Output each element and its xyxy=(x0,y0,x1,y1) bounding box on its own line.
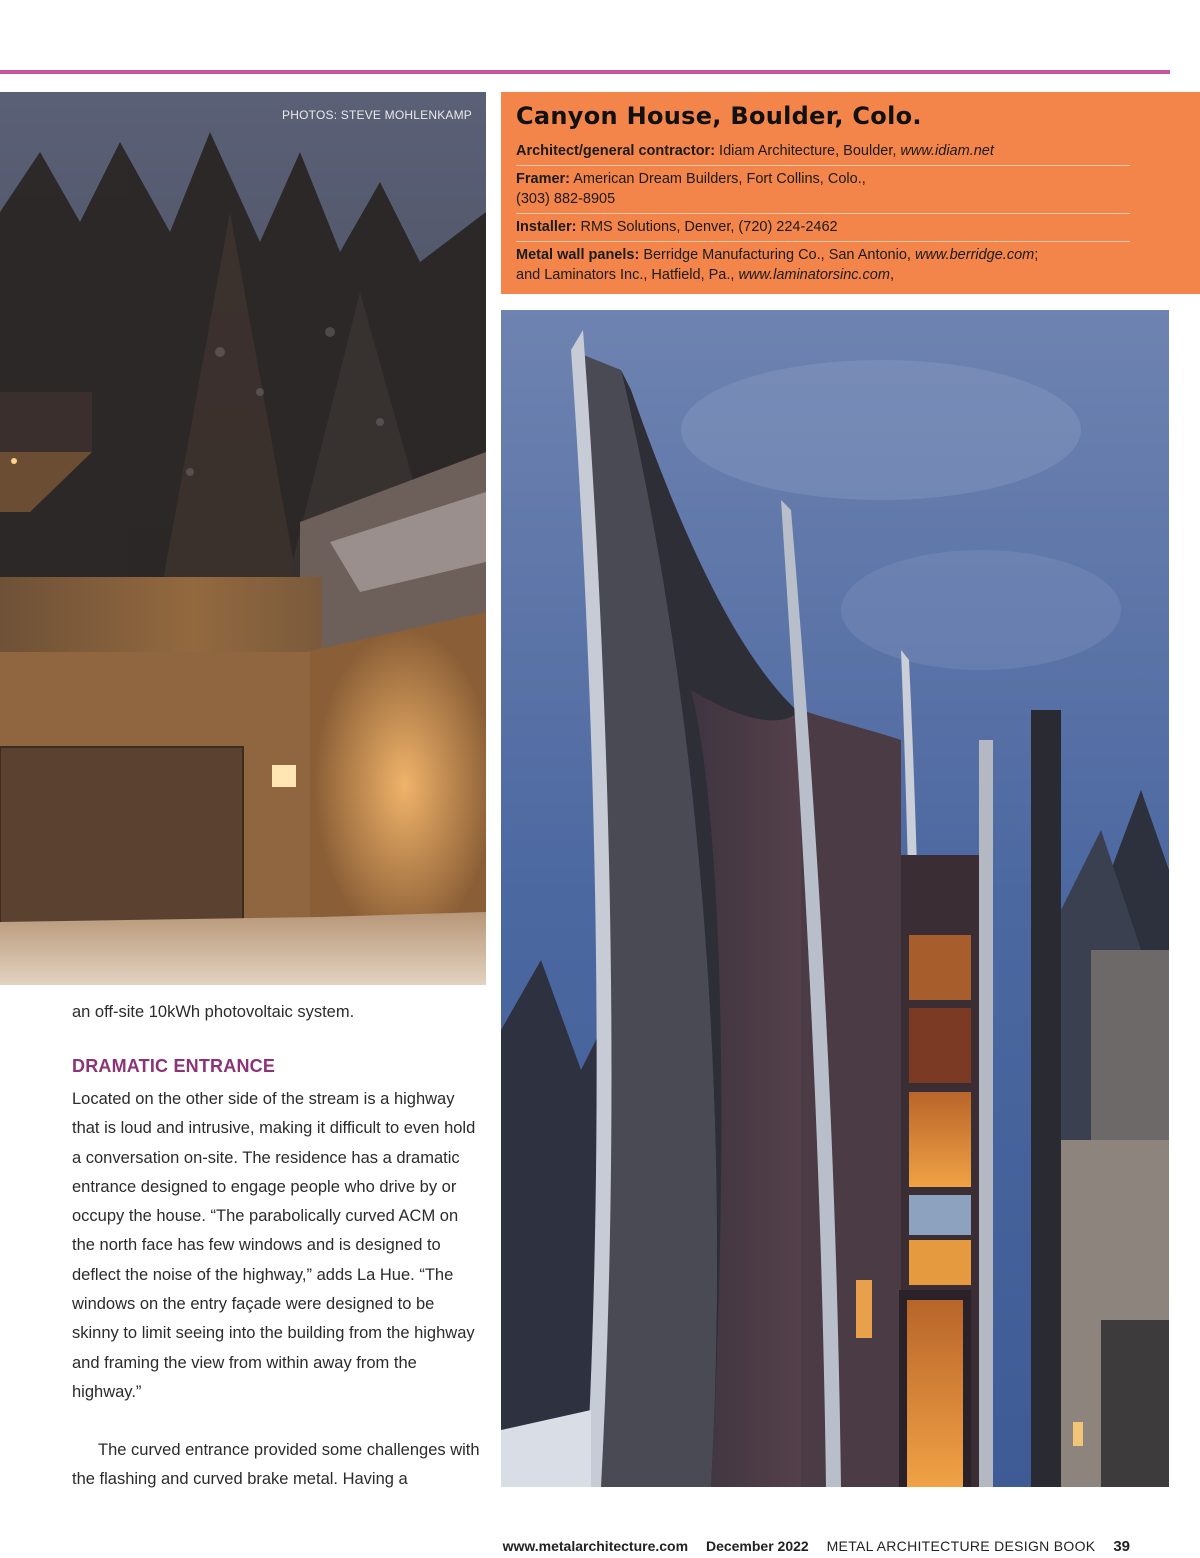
panels-text: Berridge Manufacturing Co., San Antonio, xyxy=(639,247,915,263)
panels-url-berridge[interactable]: www.berridge.com xyxy=(914,247,1035,263)
article-paragraph-1: Located on the other side of the stream is a highway that is loud and intrusive, making it difficult to even hold a conversation on-site. The residence has a dramatic entrance designed to engage people who drive by or occupy the house. “The parabolically curved ACM on the north face has few windows and is designed to deflect the noise of the highway,” adds La Hue. “The windows on the entry façade were designed to be skinny to limit seeing into the building from the highway and framing the view from within away from the highway.” xyxy=(72,1090,476,1401)
lead-line: an off-site 10kWh photovoltaic system. xyxy=(72,1003,355,1021)
garage-illustration xyxy=(0,92,486,985)
footer-url[interactable]: www.metalarchitecture.com xyxy=(502,1538,689,1554)
panels-tail: , xyxy=(889,267,894,283)
panels-url-laminators[interactable]: www.laminatorsinc.com xyxy=(738,267,890,283)
page-number: 39 xyxy=(1113,1538,1130,1555)
page-footer xyxy=(489,1538,1130,1555)
section-subhead: DRAMATIC ENTRANCE xyxy=(72,1056,276,1076)
article-paragraph-2: The curved entrance provided some challenges with the flashing and curved brake metal. Having a xyxy=(72,1441,480,1489)
facade-illustration xyxy=(501,310,1169,1487)
top-rule xyxy=(0,70,1170,74)
architect-url[interactable]: www.idiam.net xyxy=(900,143,994,159)
sidebar-row-installer xyxy=(516,214,1130,242)
garage-photo xyxy=(0,92,486,985)
footer-publication: METAL ARCHITECTURE DESIGN BOOK xyxy=(826,1538,1096,1554)
photo-credit: PHOTOS: STEVE MOHLENKAMP xyxy=(282,108,472,122)
framer-phone: (303) 882-8905 xyxy=(516,191,616,207)
panels-mid: ; xyxy=(1034,247,1039,263)
sidebar-title: Canyon House, Boulder, Colo. xyxy=(516,102,922,130)
framer-text: American Dream Builders, Fort Collins, Colo., xyxy=(570,171,866,187)
architect-label: Architect/general contractor: xyxy=(516,143,716,159)
project-info-sidebar xyxy=(501,92,1200,294)
sidebar-row-panels xyxy=(516,242,1130,289)
panels-line2: and Laminators Inc., Hatfield, Pa., xyxy=(516,267,739,283)
architect-text: Idiam Architecture, Boulder, xyxy=(715,143,901,159)
panels-label: Metal wall panels: xyxy=(516,247,640,263)
installer-label: Installer: xyxy=(516,219,577,235)
sidebar-row-framer xyxy=(516,166,1130,214)
entrance-facade-photo xyxy=(501,310,1169,1487)
installer-text: RMS Solutions, Denver, (720) 224-2462 xyxy=(576,219,838,235)
sidebar-row-architect xyxy=(516,138,1130,166)
framer-label: Framer: xyxy=(516,171,570,187)
footer-date: December 2022 xyxy=(705,1538,809,1554)
